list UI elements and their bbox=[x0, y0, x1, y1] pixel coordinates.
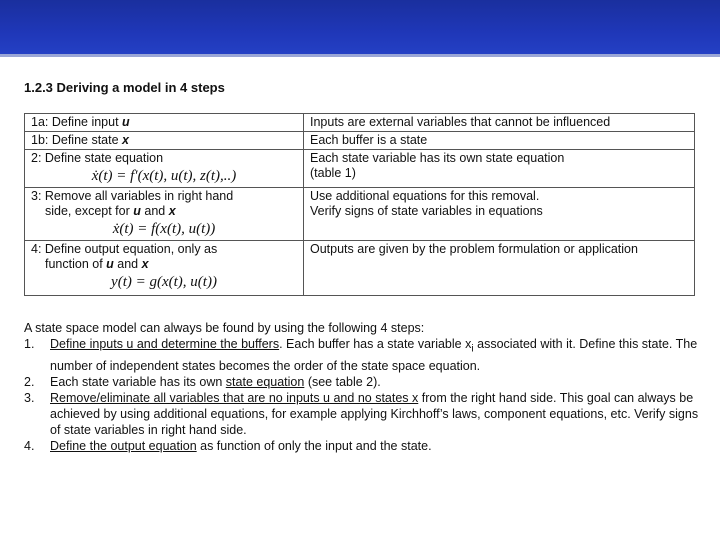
table-cell: 1b: Define state x bbox=[25, 132, 304, 150]
list-item: 4. Define the output equation as function of only the input and the state. bbox=[24, 438, 432, 453]
table-row bbox=[25, 150, 695, 188]
table-cell: 1a: Define input u bbox=[25, 114, 304, 132]
state-equation: ẋ(t) = f′(x(t), u(t), z(t),..) bbox=[91, 168, 237, 184]
table-cell: Each state variable has its own state equation (table 1) bbox=[304, 150, 695, 188]
steps-description bbox=[24, 320, 704, 454]
list-item: 3. Remove/eliminate all variables that are no inputs u and no states x from the right hand side. This goal can always be achieved by using additional equations, for example applying Kirchhoff’s laws, component equations, etc. Verify signs of state variables in right hand side. bbox=[24, 390, 699, 437]
step-label: 3: Remove all variables in right hand bbox=[31, 189, 234, 203]
table-cell: Outputs are given by the problem formulation or application bbox=[304, 241, 695, 296]
header-banner bbox=[0, 0, 720, 54]
table-row bbox=[25, 241, 695, 296]
table-cell: Use additional equations for this removal. Verify signs of state variables in equations bbox=[304, 188, 695, 241]
step-label: 2: Define state equation bbox=[31, 151, 164, 165]
steps-table bbox=[24, 113, 695, 296]
intro-text: A state space model can always be found by using the following 4 steps: bbox=[24, 321, 425, 335]
table-row bbox=[25, 188, 695, 241]
reduced-state-equation: ẋ(t) = f(x(t), u(t)) bbox=[112, 221, 216, 237]
table-row bbox=[25, 132, 695, 150]
table-row bbox=[25, 114, 695, 132]
list-item: 2. Each state variable has its own state equation (see table 2). bbox=[24, 374, 381, 389]
output-equation: y(t) = g(x(t), u(t)) bbox=[111, 274, 217, 290]
steps-list bbox=[24, 336, 704, 454]
list-item: 1. Define inputs u and determine the buffers. Each buffer has a state variable $x_i$ associated with it. Define this state. The number of independent states becomes the order of the state space equation. bbox=[24, 337, 698, 373]
table-cell: 4: Define output equation, only as function of u and x y(t) = g(x(t), u(t)) bbox=[25, 241, 304, 296]
table-cell: Each buffer is a state bbox=[304, 132, 695, 150]
header-divider bbox=[0, 54, 720, 57]
section-heading: 1.2.3 Deriving a model in 4 steps bbox=[24, 80, 225, 95]
step-label: 4: Define output equation, only as bbox=[31, 242, 218, 256]
table-cell bbox=[25, 150, 304, 188]
table-cell: Inputs are external variables that cannot be influenced bbox=[304, 114, 695, 132]
table-cell: 3: Remove all variables in right hand side, except for u and x ẋ(t) = f(x(t), u(t)) bbox=[25, 188, 304, 241]
